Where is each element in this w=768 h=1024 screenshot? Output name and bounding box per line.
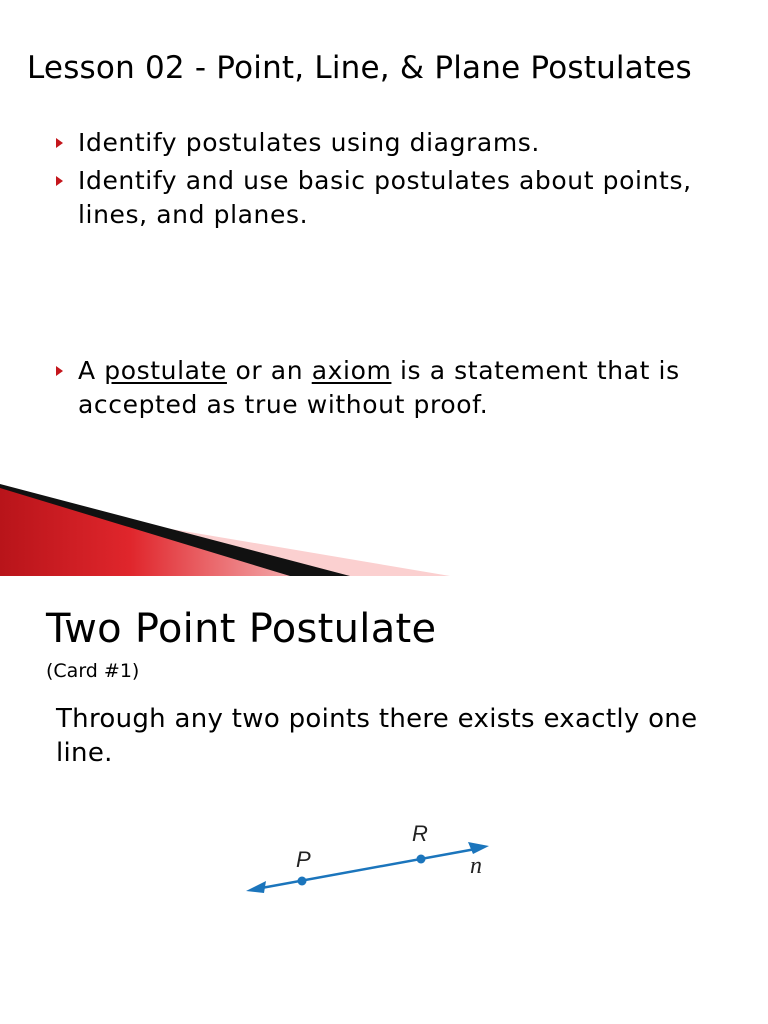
- left-arrowhead-icon: [246, 881, 266, 893]
- bullet-text: Identify and use basic postulates about points, lines, and planes.: [78, 166, 692, 229]
- corner-swoosh-decoration: [0, 480, 768, 576]
- slide-2: [0, 576, 768, 1024]
- point-r-dot: [417, 855, 426, 864]
- bullet-arrow-icon: [56, 138, 63, 148]
- bullet-text: Identify postulates using diagrams.: [78, 128, 540, 157]
- definition-part: or an: [226, 356, 312, 385]
- bullet-arrow-icon: [56, 176, 63, 186]
- definition-bullet: [56, 354, 736, 422]
- label-n: n: [470, 853, 482, 879]
- definition-part: A: [78, 356, 105, 385]
- slide-title: Lesson 02 - Point, Line, & Plane Postulates: [27, 50, 692, 86]
- bullet-item: [56, 126, 736, 160]
- bullet-item: [56, 164, 736, 232]
- slide-title: Two Point Postulate: [46, 606, 437, 652]
- line-diagram: [0, 576, 768, 1024]
- bullet-arrow-icon: [56, 366, 63, 376]
- term-axiom: axiom: [311, 356, 392, 385]
- card-number: (Card #1): [46, 660, 140, 682]
- term-postulate: postulate: [104, 356, 227, 385]
- label-r: R: [412, 821, 428, 846]
- label-p: P: [296, 847, 311, 872]
- line-n: [256, 848, 481, 889]
- point-p-dot: [298, 877, 307, 886]
- definition-part: is a statement that is accepted as true without proof.: [78, 356, 680, 419]
- definition-text: [78, 354, 736, 422]
- postulate-statement: Through any two points there exists exactly one line.: [56, 704, 698, 768]
